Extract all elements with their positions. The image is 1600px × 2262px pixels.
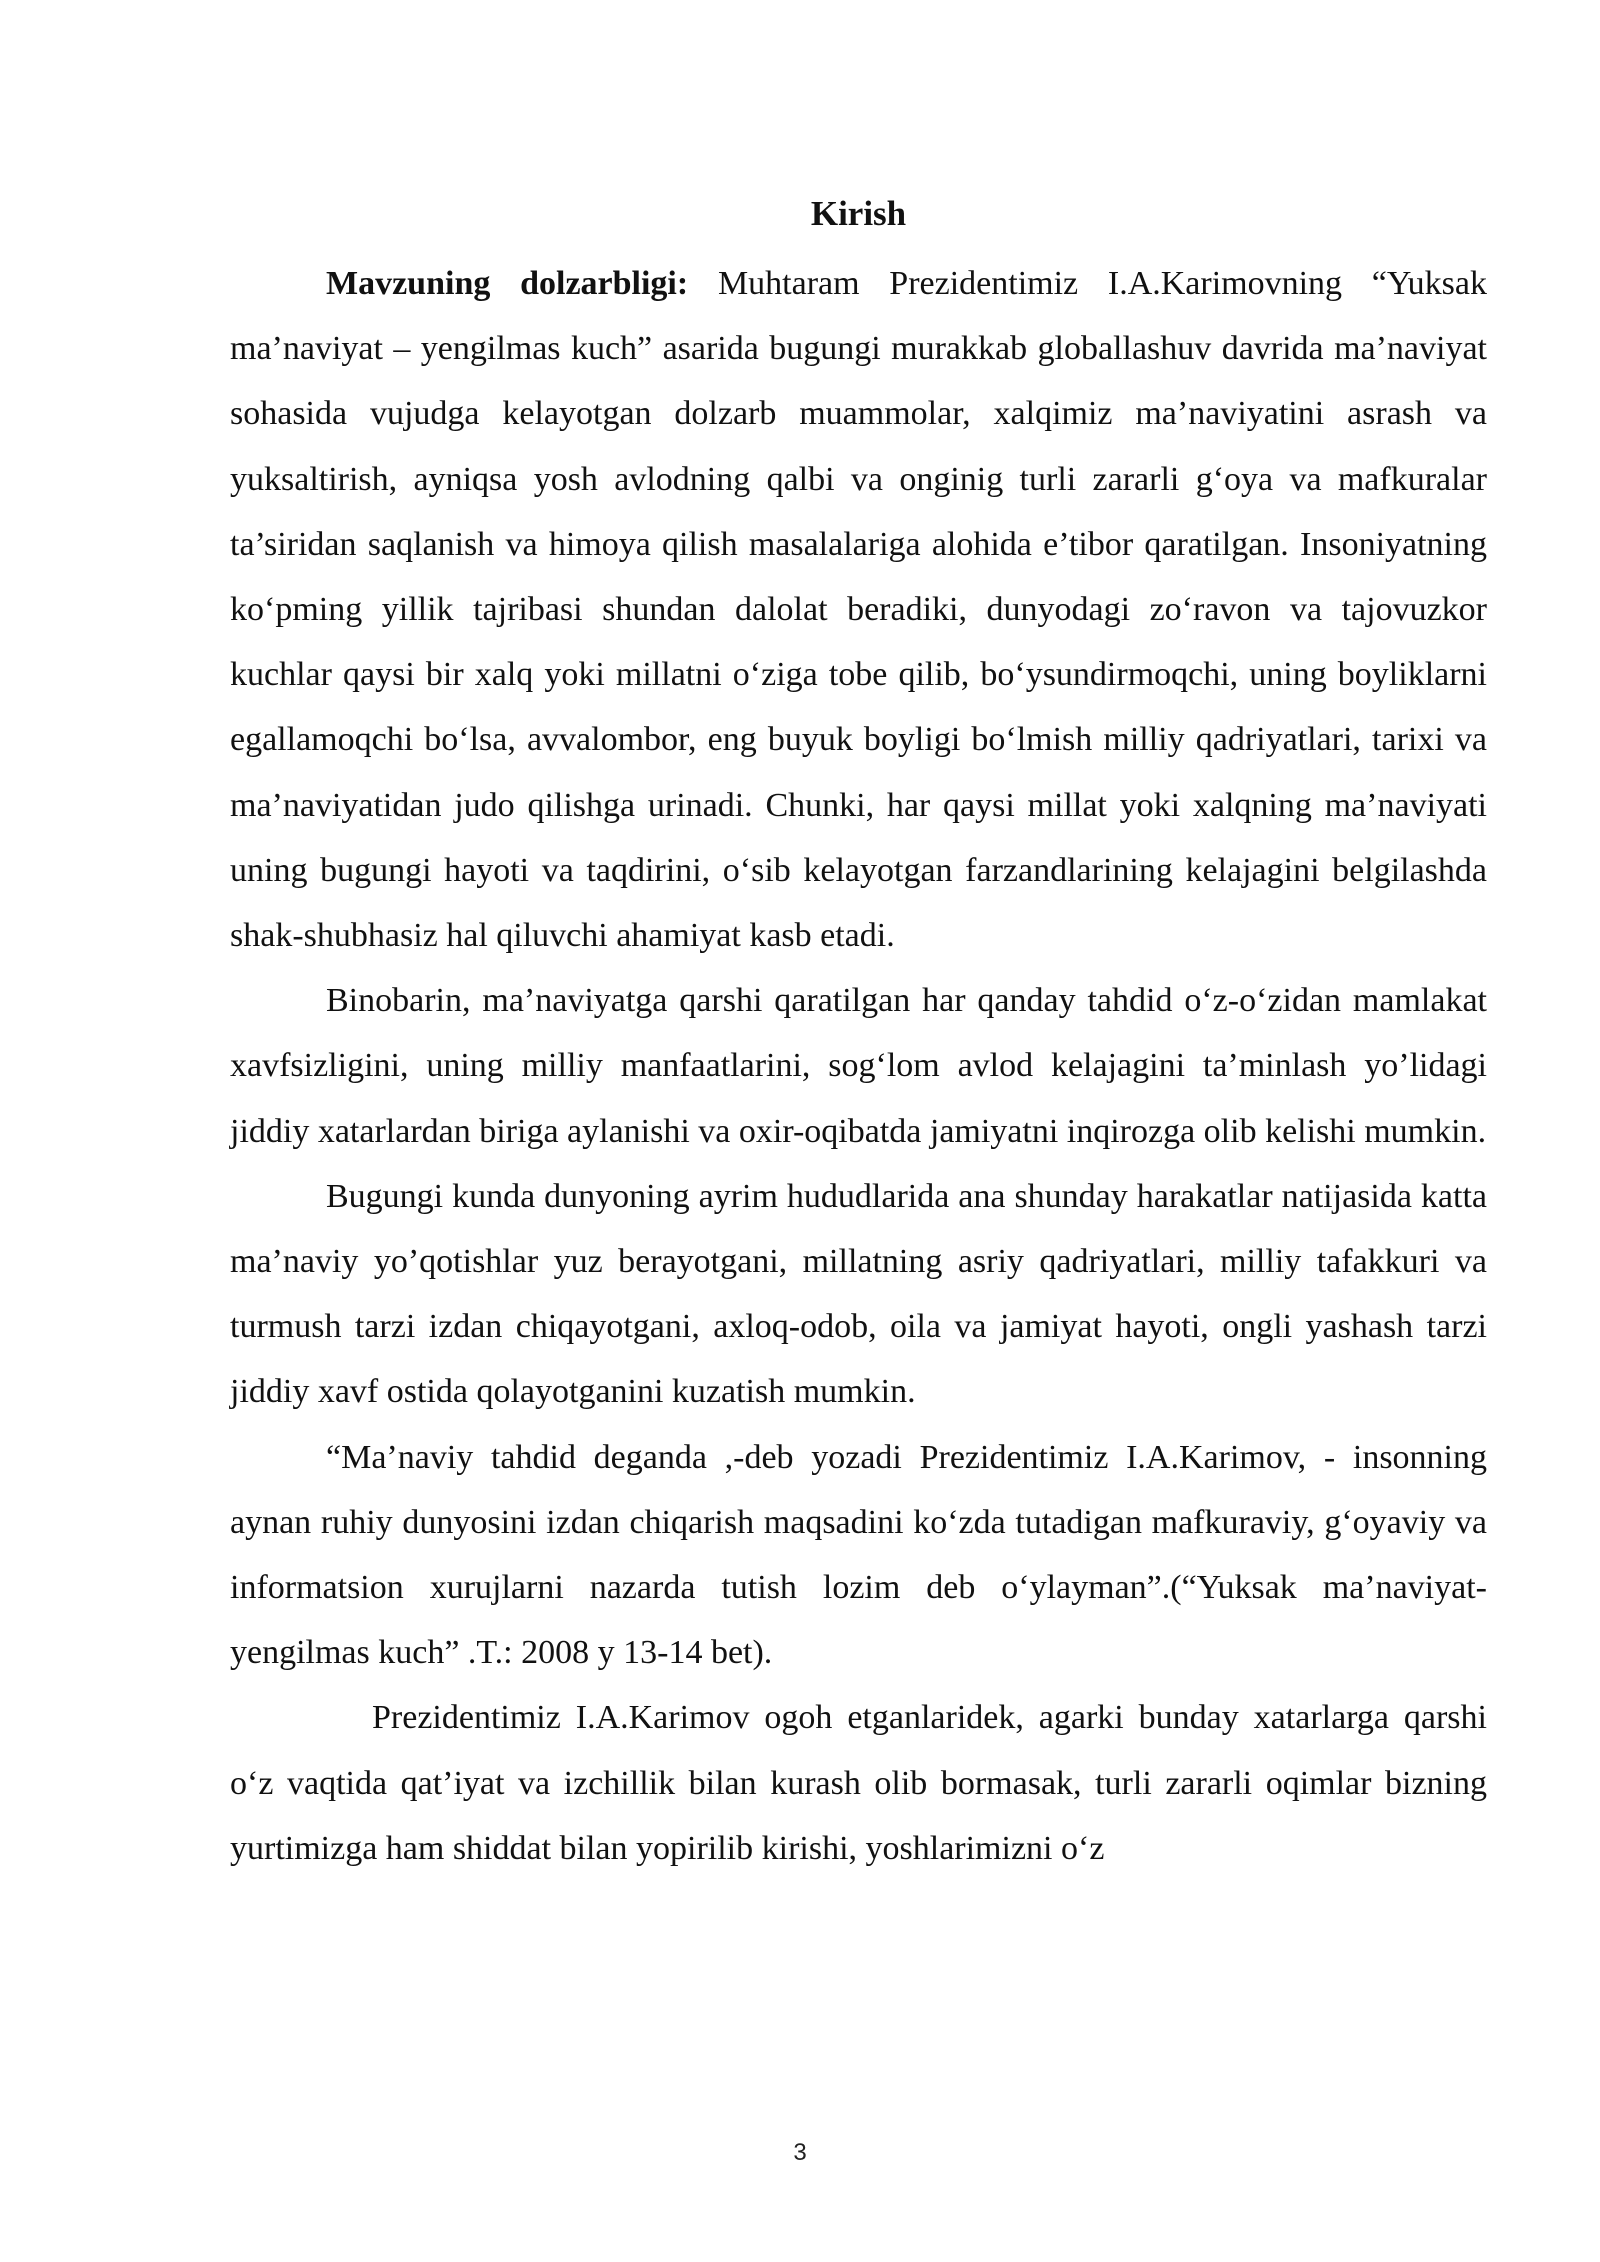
paragraph-quote: “Ma’naviy tahdid deganda ,-deb yozadi Prezidentimiz I.A.Karimov, - insonning aynan ruhiy dunyosini izdan chiqarish maqsadini ko‘zda tutadigan mafkuraviy, g‘oyaviy va informatsion xurujlarni nazarda tutish lozim deb o‘ylayman”.(“Yuksak ma’naviyat-yengilmas kuch” .T.: 2008 y 13-14 bet).: [230, 1438, 1487, 1672]
paragraph-losses: Bugungi kunda dunyoning ayrim hududlarida ana shunday harakatlar natijasida katta ma’naviy yo’qotishlar yuz berayotgani, millatning asriy qadriyatlari, milliy tafakkuri va turmush tarzi izdan chiqayotgani, axloq-odob, oila va jamiyat hayoti, ongli yashash tarzi jiddiy xavf ostida qolayotganini kuzatish mumkin.: [230, 1177, 1487, 1411]
relevance-text: Muhtaram Prezidentimiz I.A.Karimovning “Yuksak ma’naviyat – yengilmas kuch” asarida bugungi murakkab globallashuv davrida ma’naviyat sohasida vujudga kelayotgan dolzarb muammolar, xalqimiz ma’naviyatini asrash va yuksaltirish, ayniqsa yosh avlodning qalbi va onginig turli zararli g‘oya va mafkuralar ta’siridan saqlanish va himoya qilish masalalariga alohida e’tibor qaratilgan. Insoniyatning ko‘pming yillik tajribasi shundan dalolat beradiki, dunyodagi zo‘ravon va tajovuzkor kuchlar qaysi bir xalq yoki millatni o‘ziga tobe qilib, bo‘ysundirmoqchi, uning boyliklarni egallamoqchi bo‘lsa, avvalombor, eng buyuk boyligi bo‘lmish milliy qadriyatlari, tarixi va ma’naviyatidan judo qilishga urinadi. Chunki, har qaysi millat yoki xalqning ma’naviyati uning bugungi hayoti va taqdirini, o‘sib kelayotgan farzandlarining kelajagini belgilashda shak-shubhasiz hal qiluvchi ahamiyat kasb etadi.: [230, 265, 1487, 955]
paragraph-relevance: [230, 251, 1487, 968]
page-number: 3: [793, 2139, 807, 2166]
relevance-lead: Mavzuning dolzarbligi:: [326, 265, 689, 302]
page-body: [230, 186, 1487, 1881]
paragraph-threat: Binobarin, ma’naviyatga qarshi qaratilgan har qanday tahdid o‘z-o‘zidan mamlakat xavfsizligini, uning milliy manfaatlarini, sog‘lom avlod kelajagini ta’minlash yo’lidagi jiddiy xatarlardan biriga aylanishi va oxir-oqibatda jamiyatni inqirozga olib kelishi mumkin.: [230, 982, 1487, 1150]
section-heading: Kirish: [810, 194, 907, 233]
paragraph-warning: Prezidentimiz I.A.Karimov ogoh etganlaridek, agarki bunday xatarlarga qarshi o‘z vaqtida qat’iyat va izchillik bilan kurash olib bormasak, turli zararli oqimlar bizning yurtimizga ham shiddat bilan yopirilib kirishi, yoshlarimizni o‘z: [230, 1699, 1487, 1867]
